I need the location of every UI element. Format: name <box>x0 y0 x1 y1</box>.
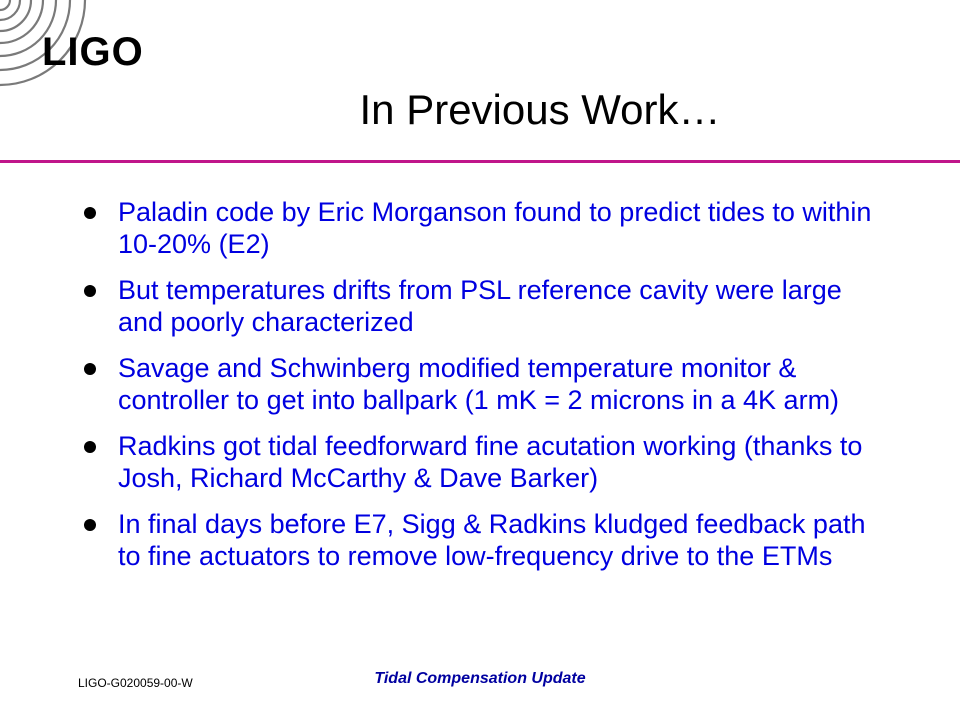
bullet-dot-icon <box>84 285 96 297</box>
footer-title: Tidal Compensation Update <box>374 670 586 687</box>
bullet-text: Radkins got tidal feedforward fine acutation working (thanks to Josh, Richard McCarthy & Dave Barker) <box>118 431 863 493</box>
bullet-dot-icon <box>84 363 96 375</box>
ligo-logo: LIGO <box>42 30 144 74</box>
title-divider <box>0 160 960 163</box>
bullet-text: Savage and Schwinberg modified temperature monitor & controller to get into ballpark (1 mK = 2 microns in a 4K arm) <box>118 353 840 415</box>
bullet-text: Paladin code by Eric Morganson found to predict tides to within 10-20% (E2) <box>118 197 872 259</box>
bullet-item <box>80 274 880 338</box>
bullet-text: In final days before E7, Sigg & Radkins kludged feedback path to fine actuators to remove low-frequency drive to the ETMs <box>118 509 866 571</box>
bullet-dot-icon <box>84 519 96 531</box>
bullet-item <box>80 430 880 494</box>
slide-title: In Previous Work… <box>359 86 721 133</box>
bullet-text: But temperatures drifts from PSL reference cavity were large and poorly characterized <box>118 275 842 337</box>
bullet-dot-icon <box>84 207 96 219</box>
footer-doc-id: LIGO-G020059-00-W <box>78 676 193 690</box>
bullet-item <box>80 352 880 416</box>
bullet-item <box>80 508 880 572</box>
bullet-dot-icon <box>84 441 96 453</box>
bullet-item <box>80 196 880 260</box>
bullet-list <box>80 196 880 586</box>
